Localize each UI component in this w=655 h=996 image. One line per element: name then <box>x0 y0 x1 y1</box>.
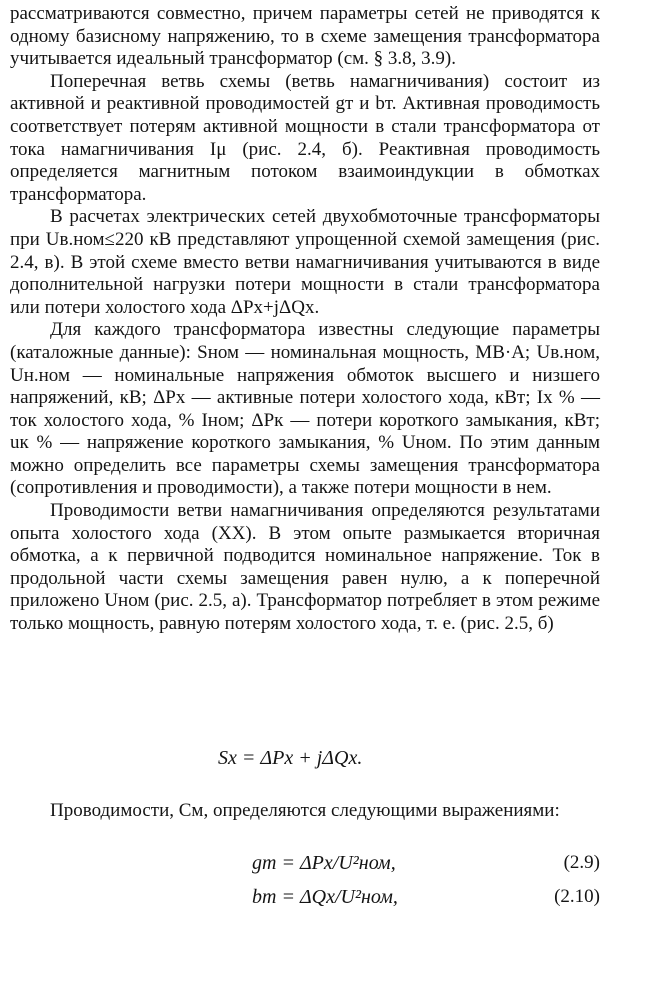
text-column-lower <box>10 800 600 823</box>
text-column <box>10 3 600 636</box>
formula-number-2-10: (2.10) <box>554 886 600 907</box>
formula-gt-expression: gт = ΔPх/U²ном, <box>252 852 396 874</box>
paragraph-no-load-test: Проводимости ветви намагничивания определяются результатами опыта холостого хода (ХХ). В этом опыте размыкается вторичная обмотка, а к первичной подводится номинальное напряжение. Ток в продольной части схемы замещения равен нулю, а к поперечной приложено Uном (рис. 2.5, а). Трансформатор потребляет в этом режиме только мощность, равную потерям холостого хода, т. е. (рис. 2.5, б) <box>10 500 600 635</box>
paragraph-catalog-data: Для каждого трансформатора известны следующие параметры (каталожные данные): Sном — номинальная мощность, МВ·А; Uв.ном, Uн.ном — номинальные напряжения обмоток высшего и низшего напряжений, кВ; ΔPх — активные потери холостого хода, кВт; Iх % — ток холостого хода, % Iном; ΔPк — потери короткого замыкания, кВт; uк % — напряжение короткого замыкания, % Uном. По этим данным можно определить все параметры схемы замещения трансформатора (сопротивления и проводимости), а также потери мощности в нем. <box>10 319 600 499</box>
formula-number-2-9: (2.9) <box>563 852 600 873</box>
paragraph-shunt-branch: Поперечная ветвь схемы (ветвь намагничивания) состоит из активной и реактивной проводимостей gт и bт. Активная проводимость соответствует потерям активной мощности в стали трансформатора от тока намагничивания Iμ (рис. 2.4, б). Реактивная проводимость определяется магнитным потоком взаимоиндукции в обмотках трансформатора. <box>10 70 600 205</box>
paragraph-ideal-transformer: рассматриваются совместно, причем параметры сетей не приводятся к одному базисному напряжению, то в схеме замещения трансформатора учитывается идеальный трансформатор (см. § 3.8, 3.9). <box>10 3 600 70</box>
paragraph-conductances-intro: Проводимости, См, определяются следующими выражениями: <box>50 800 560 821</box>
formula-sx-expression: Sх = ΔPх + jΔQх. <box>218 747 363 769</box>
formula-bt-expression: bт = ΔQх/U²ном, <box>252 886 398 908</box>
paragraph-simplified-scheme: В расчетах электрических сетей двухобмоточные трансформаторы при Uв.ном≤220 кВ представляют упрощенной схемой замещения (рис. 2.4, в). В этой схеме вместо ветви намагничивания учитываются в виде дополнительной нагрузки потери мощности в стали трансформатора или потери холостого хода ΔPх+jΔQх. <box>10 206 600 318</box>
